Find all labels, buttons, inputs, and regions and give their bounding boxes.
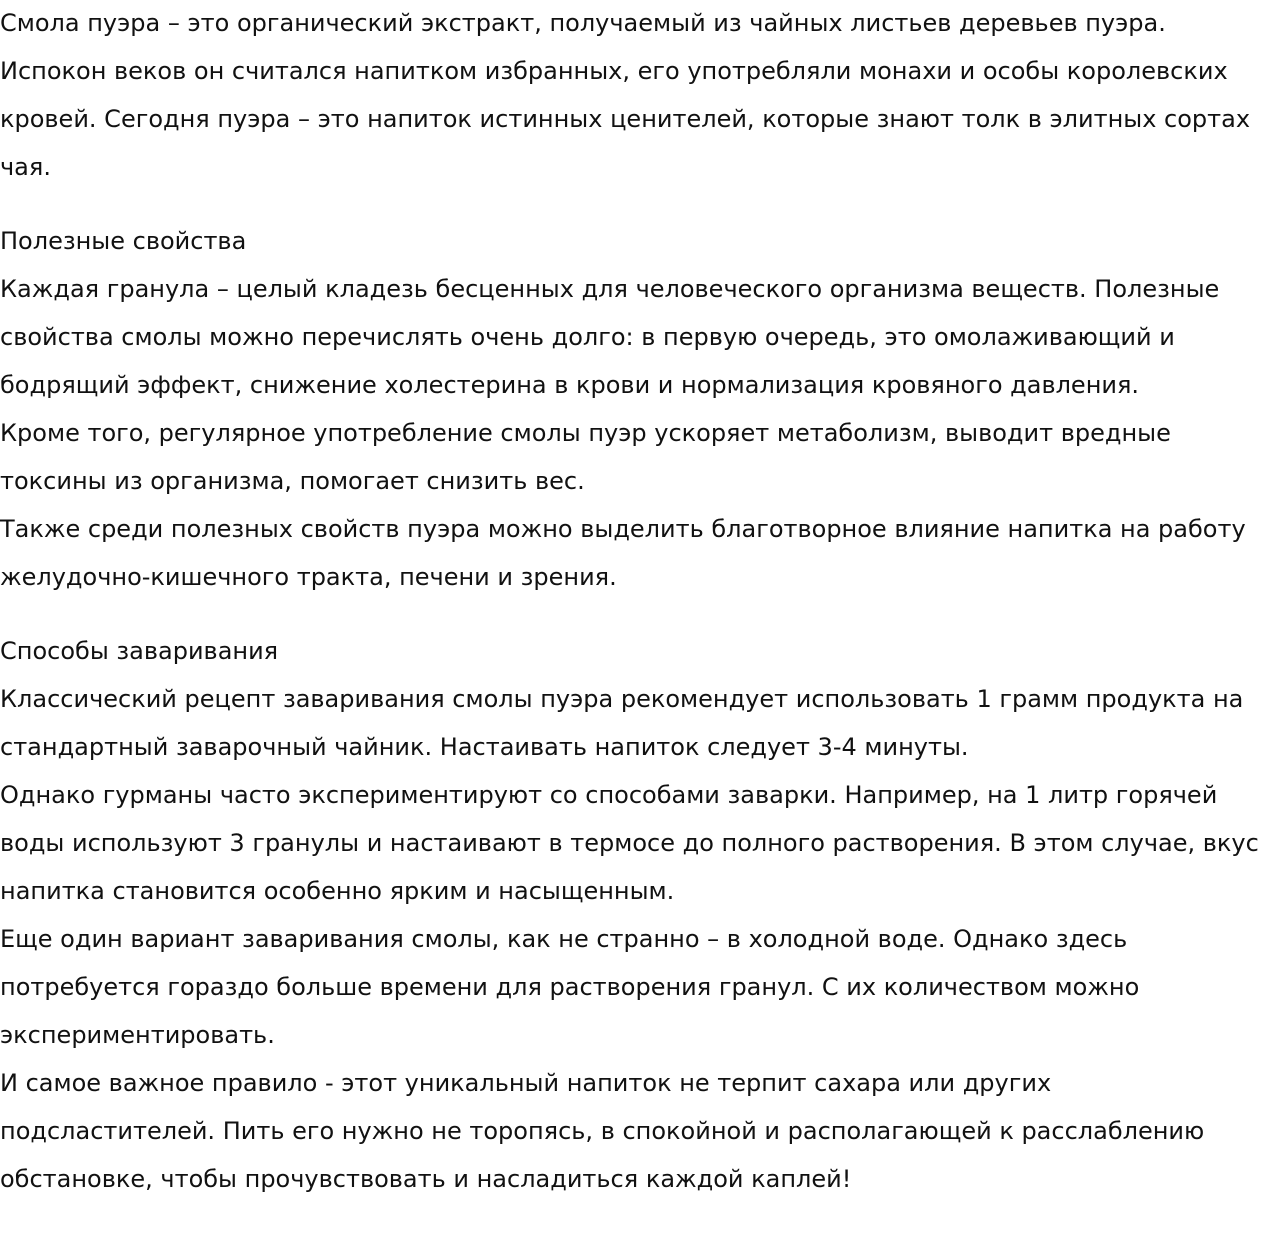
brewing-paragraph: Однако гурманы часто экспериментируют со способами заварки. Например, на 1 литр горячей воды используют 3 гранулы и настаивают в термосе до полного растворения. В этом случае, вкус напитка становится особенно ярким и насыщенным. [0,781,1259,905]
intro-paragraph: Смола пуэра – это органический экстракт, получаемый из чайных листьев деревьев пуэра. Испокон веков он считался напитком избранных, его употребляли монахи и особы королевских кровей. Сегодня пуэра – это напиток истинных ценителей, которые знают толк в элитных сортах чая. [0,9,1251,181]
brewing-paragraph: И самое важное правило - этот уникальный напиток не терпит сахара или других подсластителей. Пить его нужно не торопясь, в спокойной и располагающей к расслаблению обстановке, чтобы прочувствовать и насладиться каждой каплей! [0,1069,1205,1193]
brewing-paragraph: Еще один вариант заваривания смолы, как не странно – в холодной воде. Однако здесь потребуется гораздо больше времени для растворения гранул. С их количеством можно экспериментировать. [0,925,1140,1049]
benefits-heading: Полезные свойства [0,227,247,255]
benefits-paragraph: Также среди полезных свойств пуэра можно выделить благотворное влияние напитка на работу желудочно-кишечного тракта, печени и зрения. [0,515,1246,591]
brewing-paragraph: Классический рецепт заваривания смолы пуэра рекомендует использовать 1 грамм продукта на стандартный заварочный чайник. Настаивать напиток следует 3-4 минуты. [0,685,1244,761]
benefits-paragraph: Кроме того, регулярное употребление смолы пуэр ускоряет метаболизм, выводит вредные токсины из организма, помогает снизить вес. [0,419,1171,495]
benefits-paragraph: Каждая гранула – целый кладезь бесценных для человеческого организма веществ. Полезные свойства смолы можно перечислять очень долго: в первую очередь, это омолаживающий и бодрящий эффект, снижение холестерина в крови и нормализация кровяного давления. [0,275,1220,399]
brewing-heading: Способы заваривания [0,637,279,665]
